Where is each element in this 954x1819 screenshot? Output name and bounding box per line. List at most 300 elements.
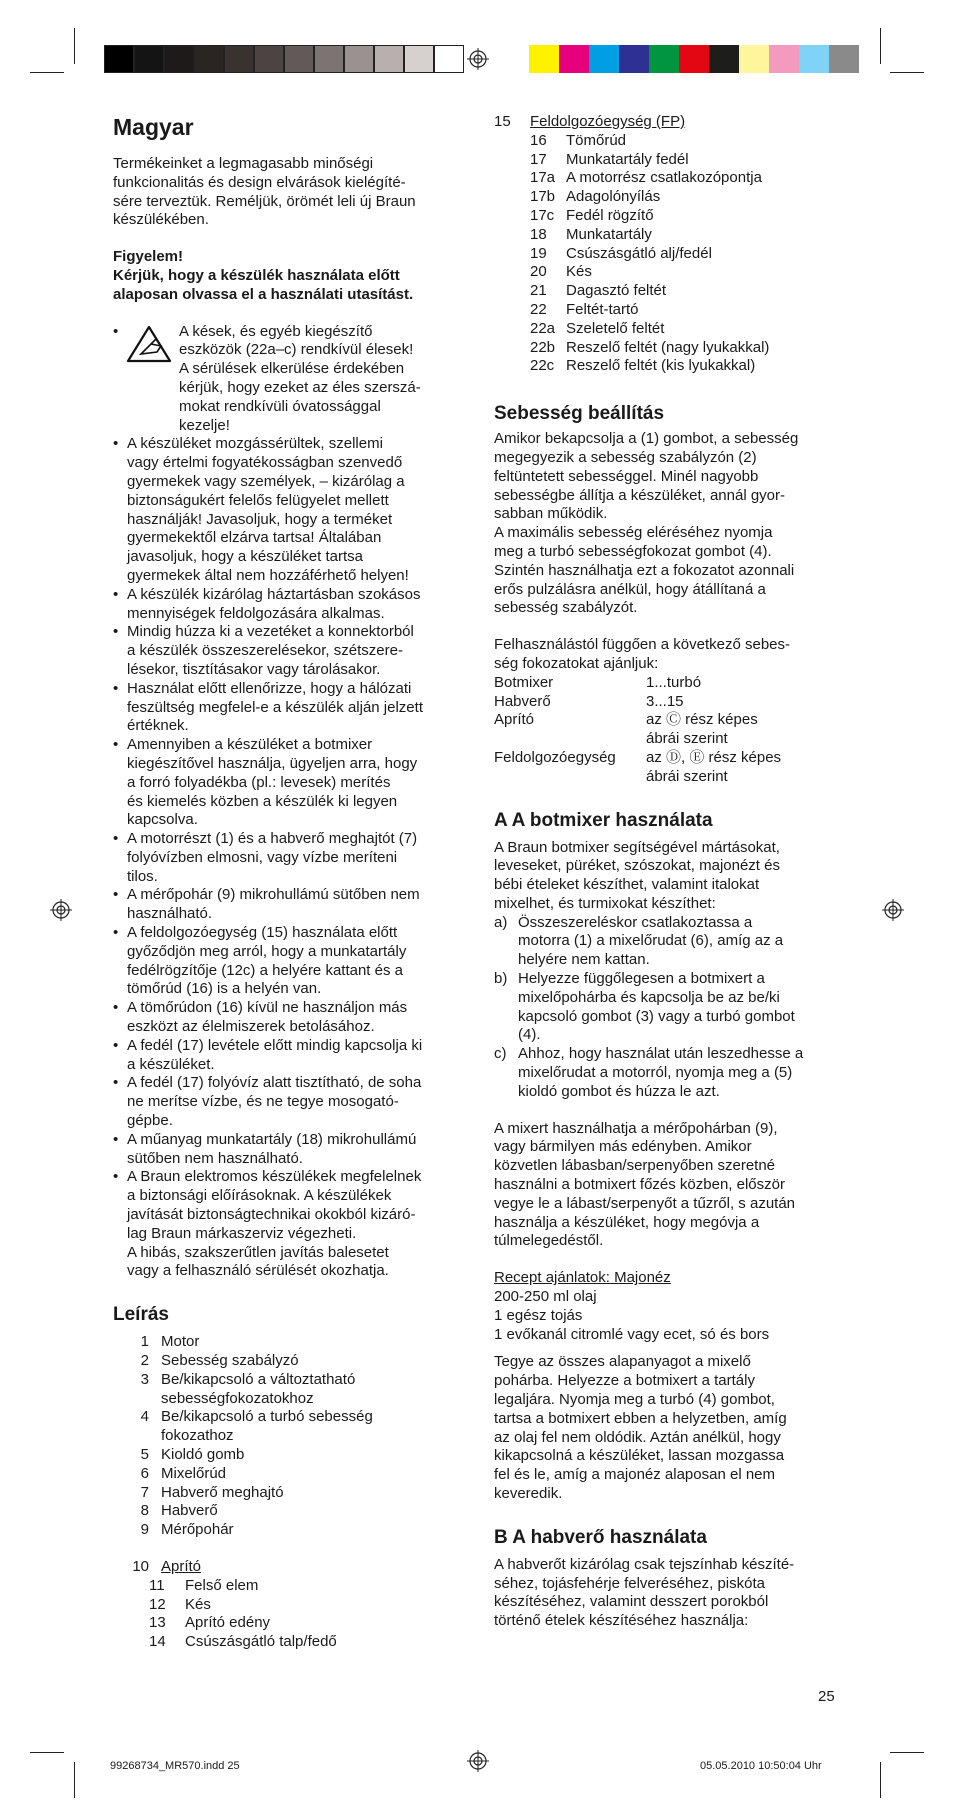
color-swatch bbox=[559, 45, 589, 73]
item-number: 17 bbox=[530, 150, 547, 168]
text-line: A sérülések elkerülése érdekében bbox=[179, 360, 405, 378]
text-line: Motor bbox=[161, 1333, 200, 1351]
text-line: mokat rendkívüli óvatossággal bbox=[179, 397, 381, 415]
item-number: 10 bbox=[132, 1557, 149, 1575]
safety-bullet bbox=[113, 623, 473, 679]
page-number: 25 bbox=[818, 1688, 835, 1705]
intro-paragraph bbox=[113, 155, 473, 230]
parts-list-item bbox=[494, 282, 850, 301]
text-line: kezelje! bbox=[179, 416, 230, 434]
parts-list-item bbox=[113, 1614, 473, 1633]
item-label: Adagolónyílás bbox=[566, 188, 661, 206]
parts-list-item bbox=[113, 1577, 473, 1596]
text-line: lésekor, tisztításakor vagy tárolásakor. bbox=[127, 660, 381, 678]
crop-mark bbox=[890, 1752, 924, 1753]
safety-bullet bbox=[113, 999, 473, 1037]
text-line: mixelhet, és turmixokat készíthet: bbox=[494, 894, 716, 912]
text-line: Mixelőrúd bbox=[161, 1464, 227, 1482]
text-line: használni a botmixert főzés közben, először bbox=[494, 1176, 785, 1194]
safety-bullet bbox=[113, 435, 473, 585]
text-line: mixelőrudat a motorról, nyomja meg a (5) bbox=[518, 1064, 793, 1082]
parts-list-item bbox=[113, 1596, 473, 1615]
text-line: tilos. bbox=[127, 867, 158, 885]
text-line: vagy a felhasználó sérülését okozhatja. bbox=[127, 1262, 389, 1280]
parts-list-item bbox=[494, 188, 850, 207]
text-line: erős pulzálásra anélkül, hogy átállítaná a bbox=[494, 580, 766, 598]
text-line: A hibás, szakszerűtlen javítás balesetet bbox=[127, 1243, 389, 1261]
text-line: 200-250 ml olaj bbox=[494, 1288, 597, 1306]
parts-list-item bbox=[113, 1371, 473, 1409]
text-line: kiegészítővel használja, ügyeljen arra, hogy bbox=[127, 754, 418, 772]
gray-swatch bbox=[164, 45, 194, 73]
step-item bbox=[494, 914, 850, 970]
safety-bullet bbox=[113, 680, 473, 736]
item-number: 21 bbox=[530, 282, 547, 300]
safety-bullet bbox=[113, 1131, 473, 1169]
text-line: kioldó gombot és húzza le azt. bbox=[518, 1082, 720, 1100]
parts-list-item bbox=[113, 1352, 473, 1371]
text-line: használja a készüléket, hogy megóvja a bbox=[494, 1213, 760, 1231]
text-line: Összeszereléskor csatlakoztassa a bbox=[518, 913, 753, 931]
text-line: fel és le, amíg a majonéz alaposan el nem bbox=[494, 1466, 775, 1484]
item-number: 1 bbox=[140, 1333, 149, 1351]
parts-list-item bbox=[494, 339, 850, 358]
parts-list-item bbox=[113, 1521, 473, 1540]
parts-list-item bbox=[494, 151, 850, 170]
text-line: Kioldó gomb bbox=[161, 1446, 245, 1463]
text-line: készülékében. bbox=[113, 211, 209, 229]
text-line: • A tömőrúdon (16) kívül ne használjon más bbox=[127, 999, 408, 1017]
text-line: tömőrúd (16) is a helyén van. bbox=[127, 980, 322, 998]
text-line: Be/kikapcsoló a változtatható bbox=[161, 1370, 356, 1388]
text-line: kapcsolva. bbox=[127, 811, 198, 829]
text-line: folyóvízben elmosni, vagy vízbe meríteni bbox=[127, 848, 398, 866]
text-line: kérjük, hogy ezeket az éles szerszá- bbox=[179, 378, 421, 396]
text-line: feszültség megfelel-e a készülék alján jelzett bbox=[127, 698, 423, 716]
attention-text bbox=[113, 267, 473, 305]
step-item bbox=[494, 970, 850, 1045]
text-line: fedélrögzítője (12c) a helyére kattant és a bbox=[127, 961, 403, 979]
footer-file-name: 99268734_MR570.indd 25 bbox=[110, 1760, 240, 1772]
speed-paragraph bbox=[494, 430, 850, 618]
color-swatch bbox=[589, 45, 619, 73]
crop-mark bbox=[30, 72, 64, 73]
parts-list-item bbox=[113, 1465, 473, 1484]
item-number: 13 bbox=[149, 1614, 166, 1632]
section-a-steps bbox=[494, 914, 850, 1102]
item-label bbox=[161, 1484, 284, 1503]
text-line: Ahhoz, hogy használat után leszedhesse a bbox=[518, 1045, 804, 1063]
safety-bullet bbox=[113, 830, 473, 886]
text-line: A Braun botmixer segítségével mártásokat, bbox=[494, 838, 780, 856]
text-line: túlmelegedéstől. bbox=[494, 1232, 604, 1250]
gray-swatch bbox=[374, 45, 404, 73]
text-line: történő ételek készítéséhez használja: bbox=[494, 1612, 749, 1630]
text-line: • A Braun elektromos készülékek megfelelnek bbox=[127, 1168, 422, 1186]
gray-swatch bbox=[404, 45, 434, 73]
gray-swatch bbox=[344, 45, 374, 73]
text-line: megegyezik a sebesség szabályzón (2) bbox=[494, 448, 757, 466]
text-line: • Amennyiben a készüléket a botmixer bbox=[127, 736, 373, 754]
text-line: • A kések, és egyéb kiegészítő bbox=[179, 322, 373, 340]
text-line: sebességfokozatokhoz bbox=[161, 1389, 314, 1407]
item-label: Aprító edény bbox=[185, 1614, 271, 1632]
speed-table-key: Aprító bbox=[494, 711, 535, 729]
text-line: • A fedél (17) folyóvíz alatt tisztítható, de soha bbox=[127, 1074, 422, 1092]
gray-swatch bbox=[134, 45, 164, 73]
step-text bbox=[518, 1045, 803, 1101]
section-title-magyar: Magyar bbox=[113, 114, 194, 140]
text-line: biztonságukért felelős felügyelet mellett bbox=[127, 491, 389, 509]
text-line: a készülék összeszerelésekor, szétszere- bbox=[127, 642, 403, 660]
text-line: és kiemelés közben a készülék ki legyen bbox=[127, 792, 398, 810]
parts-list-item bbox=[113, 1408, 473, 1446]
gray-swatch bbox=[434, 45, 464, 73]
step-item bbox=[494, 1045, 850, 1101]
text-line: leveseket, püréket, szószokat, majonézt és bbox=[494, 857, 780, 875]
item-label bbox=[161, 1352, 299, 1371]
text-line: javítását biztonságtechnikai okokból kizáró- bbox=[127, 1206, 416, 1224]
item-number: 19 bbox=[530, 244, 547, 262]
text-line: bébi ételeket készíthet, valamint italokat bbox=[494, 876, 760, 894]
speed-paragraph bbox=[494, 636, 850, 674]
text-line: sére terveztük. Reméljük, örömét leli új Braun bbox=[113, 192, 416, 210]
text-line: • Mindig húzza ki a vezetéket a konnektorból bbox=[127, 623, 414, 641]
text-line: mennyiségek feldolgozására alkalmas. bbox=[127, 604, 385, 622]
text-line: alaposan olvassa el a használati utasítást. bbox=[113, 285, 414, 303]
item-label: Felső elem bbox=[185, 1576, 259, 1594]
item-number: 2 bbox=[140, 1352, 149, 1370]
item-number: 20 bbox=[530, 263, 547, 281]
text-line: sütőben nem használható. bbox=[127, 1149, 303, 1167]
text-line: sabban működik. bbox=[494, 505, 608, 523]
text-line: Termékeinket a legmagasabb minőségi bbox=[113, 155, 374, 172]
section-a-paragraph bbox=[494, 839, 850, 914]
color-swatch bbox=[679, 45, 709, 73]
recipe-paragraph bbox=[494, 1353, 850, 1503]
item-label: Fedél rögzítő bbox=[566, 206, 654, 224]
item-number: 15 bbox=[494, 113, 511, 130]
parts-list-item bbox=[494, 226, 850, 245]
sharp-blade-warning-icon bbox=[127, 325, 175, 363]
footer-timestamp: 05.05.2010 10:50:04 Uhr bbox=[700, 1760, 822, 1772]
item-number: 22b bbox=[530, 338, 556, 356]
text-line: (4). bbox=[518, 1026, 541, 1044]
text-line: Mérőpohár bbox=[161, 1521, 234, 1539]
text-line: séhez, tojásfehérje felveréséhez, piskóta bbox=[494, 1574, 765, 1592]
gray-swatch bbox=[224, 45, 254, 73]
text-line: legaljára. Nyomja meg a turbó (4) gombot, bbox=[494, 1391, 775, 1409]
item-label: Tömőrúd bbox=[566, 131, 627, 149]
text-line: kapcsoló gombot (3) vagy a turbó gombot bbox=[518, 1007, 795, 1025]
parts-list-item bbox=[494, 169, 850, 188]
text-line: javasoljuk, hogy a készüléket tartsa bbox=[127, 548, 363, 566]
item-label: Munkatartály bbox=[566, 225, 652, 243]
parts-sublist bbox=[494, 132, 850, 376]
text-line: fokozathoz bbox=[161, 1427, 234, 1445]
text-line: • A műanyag munkatartály (18) mikrohullámú bbox=[127, 1130, 417, 1148]
parts-list-item bbox=[113, 1484, 473, 1503]
safety-bullet bbox=[113, 924, 473, 999]
step-letter: a) bbox=[494, 913, 508, 931]
speed-table-value bbox=[646, 711, 758, 749]
gray-swatch bbox=[254, 45, 284, 73]
text-line: gyermekektől elzárva tartsa! Általában bbox=[127, 529, 382, 547]
parts-list-item bbox=[494, 113, 850, 132]
text-line: Sebesség szabályzó bbox=[161, 1352, 299, 1370]
text-line: vagy bármilyen más edényben. Amikor bbox=[494, 1138, 752, 1156]
text-line: a forró folyadékba (pl.: levesek) merítés bbox=[127, 773, 391, 791]
speed-table-key: Botmixer bbox=[494, 673, 554, 691]
step-letter: b) bbox=[494, 970, 508, 988]
item-number: 4 bbox=[140, 1408, 149, 1426]
text-line: A mixert használhatja a mérőpohárban (9), bbox=[494, 1119, 778, 1137]
color-swatch bbox=[799, 45, 829, 73]
parts-list-item bbox=[113, 1633, 473, 1652]
text-line: • A készüléket mozgássérültek, szellemi bbox=[127, 435, 383, 453]
text-line: használják! Javasoljuk, hogy a terméket bbox=[127, 510, 393, 528]
gray-swatch bbox=[314, 45, 344, 73]
text-line: keveredik. bbox=[494, 1485, 563, 1502]
text-line: Kérjük, hogy a készülék használata előtt bbox=[113, 266, 400, 284]
item-number: 12 bbox=[149, 1595, 166, 1613]
recipe-ingredients bbox=[494, 1288, 850, 1344]
item-label: Munkatartály fedél bbox=[566, 150, 689, 168]
text-line: • A motorrészt (1) és a habverő meghajtót (7) bbox=[127, 830, 418, 848]
gray-swatch bbox=[194, 45, 224, 73]
item-number: 8 bbox=[140, 1502, 149, 1520]
safety-bullet bbox=[113, 1168, 473, 1281]
safety-bullet bbox=[113, 1037, 473, 1075]
text-line: Habverő meghajtó bbox=[161, 1483, 284, 1501]
text-line: 1 evőkanál citromlé vagy ecet, só és bors bbox=[494, 1325, 770, 1343]
text-line: vagy értelmi fogyatékosságban szenvedő bbox=[127, 454, 403, 472]
speed-table-key: Feldolgozóegység bbox=[494, 748, 616, 766]
parts-list bbox=[113, 1333, 473, 1540]
text-line: győződjön meg arról, hogy a munkatartály bbox=[127, 942, 407, 960]
text-line: eszközt az élelmiszerek betolásához. bbox=[127, 1018, 375, 1036]
text-line: lag Braun márkaszerviz végezheti. bbox=[127, 1224, 357, 1242]
crop-mark bbox=[890, 72, 924, 73]
item-number: 14 bbox=[149, 1633, 166, 1651]
section-a-paragraph bbox=[494, 1120, 850, 1252]
item-label: Reszelő feltét (kis lyukakkal) bbox=[566, 357, 756, 375]
item-label bbox=[161, 1521, 234, 1540]
speed-table-key: Habverő bbox=[494, 692, 551, 710]
text-line: 3...15 bbox=[646, 692, 684, 710]
item-number: 22a bbox=[530, 319, 556, 337]
text-line: vegye le a lábast/serpenyőt a tűzről, s azután bbox=[494, 1194, 796, 1212]
item-number: 3 bbox=[140, 1370, 149, 1388]
right-column bbox=[494, 113, 850, 1631]
safety-bullet bbox=[113, 886, 473, 924]
item-label bbox=[161, 1408, 373, 1446]
text-line: gyermekek vagy személyek, – kizárólag a bbox=[127, 472, 405, 490]
item-number: 22 bbox=[530, 300, 547, 318]
step-letter: c) bbox=[494, 1045, 507, 1063]
text-line: motorra (1) a mixelőrudat (6), amíg az a bbox=[518, 932, 784, 950]
text-line: az olaj fel nem oldódik. Aztán anélkül, hogy bbox=[494, 1428, 781, 1446]
color-swatch bbox=[649, 45, 679, 73]
text-line: A maximális sebesség eléréséhez nyomja bbox=[494, 524, 773, 542]
text-line: • Használat előtt ellenőrizze, hogy a hálózati bbox=[127, 679, 412, 697]
section-b-paragraph bbox=[494, 1556, 850, 1631]
text-line: gépbe. bbox=[127, 1112, 173, 1130]
item-number: 18 bbox=[530, 225, 547, 243]
left-column bbox=[113, 113, 473, 1652]
crop-mark bbox=[880, 1762, 881, 1798]
parts-list-item bbox=[494, 301, 850, 320]
item-number: 5 bbox=[140, 1446, 149, 1463]
text-line: közvetlen lábasban/serpenyőben szeretné bbox=[494, 1157, 776, 1175]
text-line: értéknek. bbox=[127, 717, 189, 735]
parts-list-item bbox=[494, 207, 850, 226]
parts-list-item bbox=[113, 1558, 473, 1577]
text-line: meg a turbó sebességfokozat gombot (4). bbox=[494, 542, 772, 560]
speed-table-row bbox=[494, 711, 850, 749]
text-line: pohárba. Helyezze a botmixert a tartály bbox=[494, 1372, 755, 1390]
text-line: mixelőpohárba és kapcsolja be az be/ki bbox=[518, 988, 780, 1006]
text-line: eszközök (22a–c) rendkívül élesek! bbox=[179, 341, 414, 359]
text-line: tartsa a botmixert ebben a helyzetben, amíg bbox=[494, 1409, 787, 1427]
text-line: gyermekek által nem hozzáférhető helyen! bbox=[127, 566, 409, 584]
color-swatch bbox=[619, 45, 649, 73]
item-number: 17c bbox=[530, 206, 555, 224]
color-swatch bbox=[769, 45, 799, 73]
speed-table bbox=[494, 674, 850, 787]
item-number: 11 bbox=[149, 1576, 165, 1594]
step-text bbox=[518, 970, 795, 1045]
text-line: használható. bbox=[127, 905, 213, 923]
registration-mark-icon bbox=[467, 1750, 489, 1772]
parts-list-item bbox=[113, 1333, 473, 1352]
text-line: ábrái szerint bbox=[646, 767, 728, 785]
item-label bbox=[161, 1502, 218, 1521]
item-label: Csúszásgátló alj/fedél bbox=[566, 244, 712, 262]
text-line: kikapcsolná a készüléket, lassan mozgassa bbox=[494, 1447, 785, 1465]
crop-mark bbox=[74, 1762, 75, 1798]
item-label: Szeletelő feltét bbox=[566, 319, 665, 337]
section-title-b: B A habverő használata bbox=[494, 1526, 707, 1548]
text-line: sebesség szabályzót. bbox=[494, 599, 638, 617]
safety-bullet bbox=[113, 736, 473, 830]
speed-table-value bbox=[646, 674, 701, 693]
item-label: A motorrész csatlakozópontja bbox=[566, 169, 762, 187]
speed-table-row bbox=[494, 693, 850, 712]
parts-list-item bbox=[494, 245, 850, 264]
item-number: 16 bbox=[530, 131, 547, 149]
parts-list-item bbox=[113, 1502, 473, 1521]
parts-list-item bbox=[494, 357, 850, 376]
item-label bbox=[161, 1333, 199, 1352]
color-swatch bbox=[529, 45, 559, 73]
item-label: Csúszásgátló talp/fedő bbox=[185, 1633, 337, 1651]
item-label bbox=[161, 1446, 244, 1465]
text-line: ne merítse vízbe, és ne tegye mosogató- bbox=[127, 1093, 399, 1111]
color-swatch bbox=[829, 45, 859, 73]
safety-bullet bbox=[113, 1074, 473, 1130]
registration-mark-icon bbox=[467, 48, 489, 70]
registration-mark-icon bbox=[882, 899, 904, 921]
text-line: az Ⓒ rész képes bbox=[646, 711, 758, 729]
gray-swatch bbox=[284, 45, 314, 73]
item-label: Aprító bbox=[161, 1557, 202, 1575]
parts-list-item bbox=[494, 132, 850, 151]
parts-list-item bbox=[494, 263, 850, 282]
speed-table-value bbox=[646, 693, 684, 712]
item-number: 7 bbox=[140, 1483, 149, 1501]
item-number: 17a bbox=[530, 169, 556, 187]
crop-mark bbox=[880, 28, 881, 64]
text-line: Helyezze függőlegesen a botmixert a bbox=[518, 970, 765, 988]
text-line: készítéséhez, valamint desszert porokból bbox=[494, 1593, 769, 1611]
text-line: funkcionalitás és design elvárások kielégíté- bbox=[113, 173, 406, 191]
parts-list-item bbox=[113, 1446, 473, 1465]
text-line: ség fokozatokat ajánljuk: bbox=[494, 654, 659, 672]
text-line: • A fedél (17) levétele előtt mindig kapcsolja ki bbox=[127, 1036, 423, 1054]
warning-text bbox=[179, 323, 421, 436]
registration-mark-icon bbox=[50, 899, 72, 921]
item-label bbox=[161, 1465, 226, 1484]
text-line: • A mérőpohár (9) mikrohullámú sütőben nem bbox=[127, 886, 420, 904]
parts-sublist bbox=[113, 1577, 473, 1652]
text-line: Habverő bbox=[161, 1502, 218, 1520]
item-label: Kés bbox=[185, 1595, 211, 1613]
text-line: Felhasználástól függően a következő sebes- bbox=[494, 636, 791, 654]
text-line: feltüntetett sebességgel. Minél nagyobb bbox=[494, 467, 759, 485]
step-text bbox=[518, 914, 783, 970]
text-line: sebességbe állítja a készüléket, annál gyor- bbox=[494, 486, 786, 504]
text-line: helyére nem kattan. bbox=[518, 951, 650, 969]
item-label: Feldolgozóegység (FP) bbox=[530, 113, 686, 130]
item-label bbox=[161, 1371, 355, 1409]
speed-table-row bbox=[494, 749, 850, 787]
text-line: Be/kikapcsoló a turbó sebesség bbox=[161, 1408, 373, 1426]
text-line: Tegye az összes alapanyagot a mixelő bbox=[494, 1353, 751, 1371]
item-number: 9 bbox=[140, 1521, 149, 1539]
section-title-leiras: Leírás bbox=[113, 1304, 169, 1326]
item-label: Dagasztó feltét bbox=[566, 282, 667, 300]
speed-table-value bbox=[646, 749, 781, 787]
text-line: Szintén használhatja ezt a fokozatot azonnali bbox=[494, 561, 795, 579]
parts-list-item bbox=[494, 320, 850, 339]
gray-swatch bbox=[104, 45, 134, 73]
color-swatch bbox=[709, 45, 739, 73]
item-label: Kés bbox=[566, 263, 592, 281]
text-line: ábrái szerint bbox=[646, 730, 728, 748]
speed-table-row bbox=[494, 674, 850, 693]
crop-mark bbox=[30, 1752, 64, 1753]
text-line: A habverőt kizárólag csak tejszínhab készíté- bbox=[494, 1555, 795, 1573]
text-line: • A készülék kizárólag háztartásban szokásos bbox=[127, 585, 421, 603]
section-title-speed: Sebesség beállítás bbox=[494, 403, 665, 425]
item-label: Reszelő feltét (nagy lyukakkal) bbox=[566, 338, 770, 356]
text-line: az Ⓓ, Ⓔ rész képes bbox=[646, 748, 782, 766]
text-line: a biztonsági előírásoknak. A készülékek bbox=[127, 1187, 392, 1205]
safety-bullet-list bbox=[113, 435, 473, 1281]
crop-mark bbox=[74, 28, 75, 64]
text-line: Amikor bekapcsolja a (1) gombot, a sebesség bbox=[494, 430, 799, 448]
item-number: 17b bbox=[530, 188, 556, 206]
text-line: • A feldolgozóegység (15) használata előtt bbox=[127, 924, 398, 942]
item-label: Feltét-tartó bbox=[566, 300, 639, 318]
recipe-title: Recept ajánlatok: Majonéz bbox=[494, 1269, 671, 1287]
section-title-a: A A botmixer használata bbox=[494, 809, 713, 831]
item-number: 6 bbox=[140, 1464, 149, 1482]
warning-bullet bbox=[113, 323, 473, 436]
attention-title: Figyelem! bbox=[113, 248, 184, 266]
text-line: 1 egész tojás bbox=[494, 1306, 583, 1324]
